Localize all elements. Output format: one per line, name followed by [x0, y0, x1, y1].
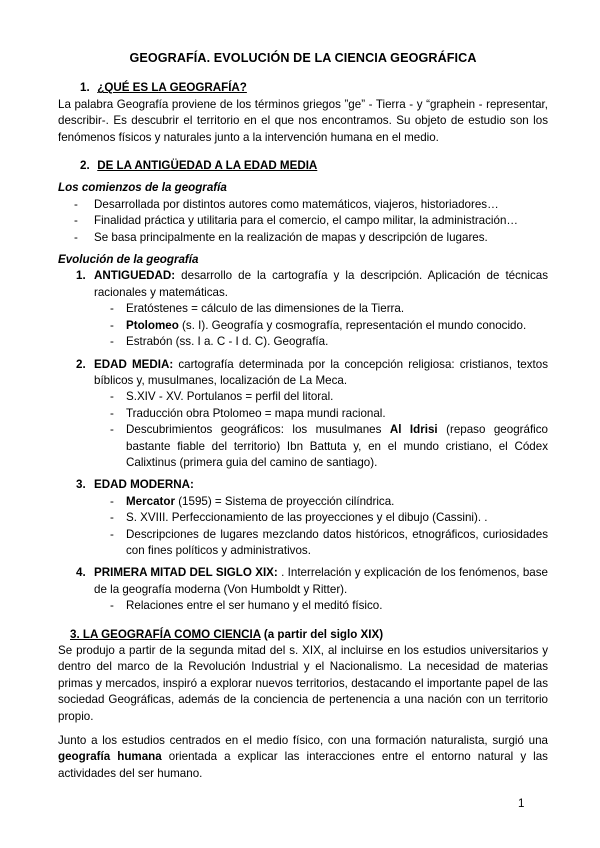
- era-name: ANTIGUEDAD:: [94, 269, 176, 283]
- era-item-antiguedad: [58, 268, 548, 350]
- list-item: - Mercator (1595) = Sistema de proyección cilíndrica.: [58, 494, 548, 510]
- section-3-paragraph-2: Junto a los estudios centrados en el medio físico, con una formación naturalista, surgió una geografía humana orientada a explicar las interacciones entre el entorno natural y las actividades del ser humano.: [58, 734, 548, 780]
- list-item: - Se basa principalmente en la realización de mapas y descripción de lugares.: [58, 230, 548, 246]
- beginnings-subtitle: Los comienzos de la geografía: [58, 181, 227, 195]
- era-sublist: [58, 389, 548, 471]
- beginnings-list: [58, 197, 548, 246]
- list-item: - S.XIV - XV. Portulanos = perfil del litoral.: [58, 389, 548, 405]
- list-item: - Descripciones de lugares mezclando datos históricos, etnográficos, curiosidades con fines políticos y administrativos.: [58, 527, 548, 560]
- list-item: - Relaciones entre el ser humano y el meditó físico.: [58, 598, 548, 614]
- era-item-edad-media: [58, 357, 548, 472]
- list-item: - Estrabón (ss. I a. C - I d. C). Geografía.: [58, 334, 548, 350]
- section-1-title: ¿QUÉ ES LA GEOGRAFÍA?: [97, 81, 247, 95]
- era-sublist: [58, 494, 548, 560]
- section-1-paragraph: La palabra Geografía proviene de los términos griegos ”ge” - Tierra - y “graphein - representar, describir-. Es descubrir el territorio en el que nos encontramos. Su objeto de estudio son los fenómenos físicos y naturales junto a la intervención humana en el medio.: [58, 97, 548, 144]
- era-item-siglo-xix: [58, 565, 548, 614]
- section-2-heading: [58, 158, 548, 174]
- era-item-edad-moderna: [58, 477, 548, 559]
- era-description: cartografía determinada por la concepción religiosa: cristianos, textos bíblicos y, musulmanes, localización de La Meca.: [94, 357, 549, 387]
- section-3-title-suffix: (a partir del siglo XIX): [260, 627, 384, 641]
- era-number: 2.: [76, 357, 86, 371]
- section-1-number: 1.: [80, 81, 90, 95]
- era-number: 4.: [76, 566, 86, 580]
- list-item: - Ptolomeo (s. I). Geografía y cosmografía, representación el mundo conocido.: [58, 318, 548, 334]
- section-3-heading: [58, 627, 548, 643]
- era-name: EDAD MEDIA:: [94, 357, 174, 371]
- era-description: . Interrelación y explicación de los fenómenos, base de la geografía moderna (Von Humboldt y Ritter).: [94, 566, 548, 596]
- section-2-number: 2.: [80, 159, 90, 173]
- page-title: GEOGRAFÍA. EVOLUCIÓN DE LA CIENCIA GEOGRÁFICA: [129, 51, 477, 65]
- list-item: - Descubrimientos geográficos: los musulmanes Al Idrisi (repaso geográfico bastante fiable del territorio) Ibn Battuta y, en el mundo cristiano, el Códex Calixtinus (primera guia del camino de santiago).: [58, 422, 548, 471]
- list-item: - Traducción obra Ptolomeo = mapa mundi racional.: [58, 406, 548, 422]
- era-name: EDAD MODERNA:: [94, 478, 194, 492]
- evolution-subtitle: Evolución de la geografía: [58, 253, 199, 267]
- list-item: - Desarrollada por distintos autores como matemáticos, viajeros, historiadores…: [58, 197, 548, 213]
- era-number: 3.: [76, 478, 86, 492]
- list-item: - S. XVIII. Perfeccionamiento de las proyecciones y el dibujo (Cassini). .: [58, 510, 548, 526]
- eras-list: [58, 268, 548, 614]
- era-sublist: [58, 301, 548, 350]
- list-item: - Eratóstenes = cálculo de las dimensiones de la Tierra.: [58, 301, 548, 317]
- document-page: [58, 50, 548, 782]
- list-item: - Finalidad práctica y utilitaria para el comercio, el campo militar, la administración…: [58, 213, 548, 229]
- section-3-paragraph-1: Se produjo a partir de la segunda mitad del s. XIX, al incluirse en los estudios universitarios y dentro del marco de la Revolución Industrial y el Nacionalismo. La necesidad de materias primas y mercados, inspiró a explorar nuevos territorios, destacando el importante papel de las sociedad Geográficas, además de la conciencia de pertenencia a una nación con un territorio propio.: [58, 644, 548, 723]
- era-number: 1.: [76, 269, 86, 283]
- page-number: 1: [518, 797, 525, 810]
- era-description: desarrollo de la cartografía y la descripción. Aplicación de técnicas racionales y matemáticas.: [94, 269, 548, 299]
- section-2-title: DE LA ANTIGÜEDAD A LA EDAD MEDIA: [97, 159, 318, 173]
- era-name: PRIMERA MITAD DEL SIGLO XIX:: [94, 566, 278, 580]
- section-3-title: 3. LA GEOGRAFÍA COMO CIENCIA: [70, 627, 261, 641]
- era-sublist: [58, 598, 548, 614]
- section-1-heading: [58, 80, 548, 96]
